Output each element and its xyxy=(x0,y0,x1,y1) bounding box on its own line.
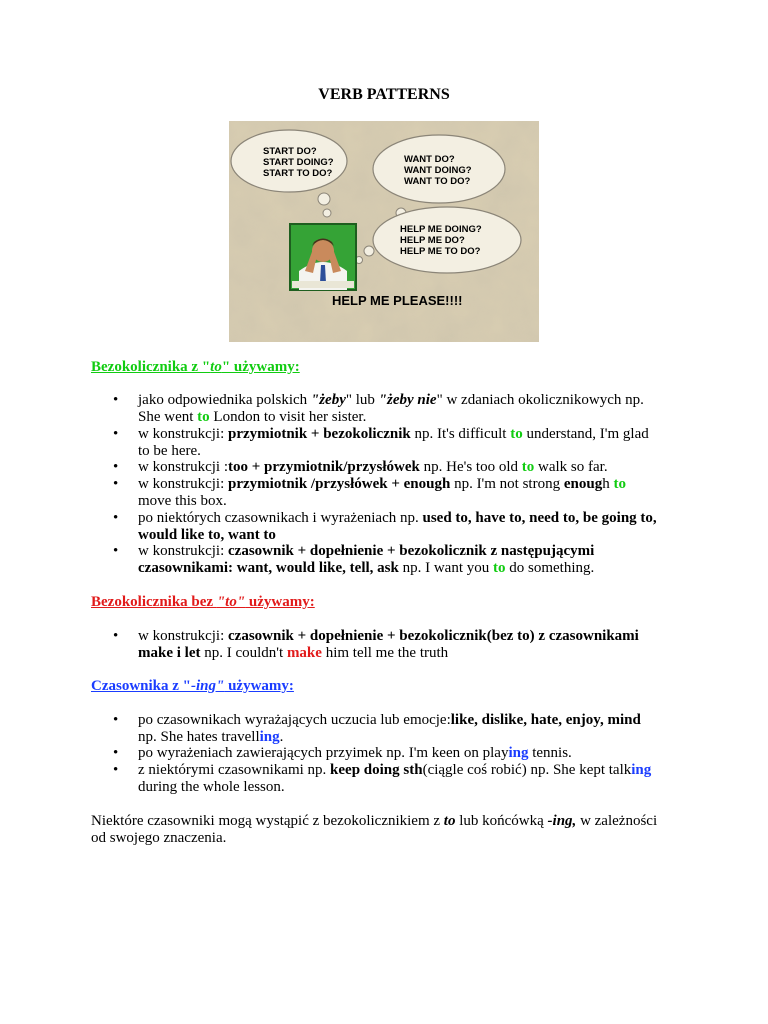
text: w konstrukcji: xyxy=(138,476,228,492)
bullet: • xyxy=(113,712,119,728)
highlight-to: to xyxy=(613,476,626,492)
list-item xyxy=(138,762,683,796)
page-title: VERB PATTERNS xyxy=(318,86,450,103)
text: po czasownikach wyrażających uczucia lub emocje: xyxy=(138,712,451,728)
highlight-to: to xyxy=(521,459,535,475)
text: w konstrukcji: xyxy=(138,426,228,442)
heading-part: to xyxy=(210,359,222,375)
text: lub końcówką xyxy=(455,813,548,829)
help-me-caption: HELP ME PLEASE!!!! xyxy=(332,293,463,308)
text: czasownik + dopełnienie + bezokolicznik(bez to) z czasownikami xyxy=(228,628,639,644)
text: during the whole lesson. xyxy=(138,779,285,795)
bubble3-line-2: HELP ME DO? xyxy=(400,235,465,246)
list-item xyxy=(138,543,683,577)
text: np. I want you xyxy=(398,560,494,576)
text: too + przymiotnik/przysłówek xyxy=(228,459,420,475)
text: " lub xyxy=(345,392,379,408)
bullet: • xyxy=(113,745,119,761)
text: (ciągle coś robić) np. She kept talk xyxy=(422,762,632,778)
list-item xyxy=(138,459,683,476)
bullet: • xyxy=(113,762,119,778)
heading-part: Bezokolicznika bez xyxy=(91,594,217,610)
text: np. It's difficult xyxy=(410,426,511,442)
text: np. She hates travell xyxy=(138,729,260,745)
bullet: • xyxy=(113,628,119,644)
bubble3-line-3: HELP ME TO DO? xyxy=(400,246,481,257)
text: z niektórymi czasownikami np. xyxy=(138,762,331,778)
text: enoug xyxy=(563,476,603,492)
text: w zależności xyxy=(576,813,658,829)
bubble2-line-2: WANT DOING? xyxy=(404,165,472,176)
text: czasownik + dopełnienie + bezokolicznik z następującymi xyxy=(228,543,595,559)
text: w konstrukcji: xyxy=(138,543,228,559)
highlight-to: to xyxy=(510,426,523,442)
text: po niektórych czasownikach i wyrażeniach np. xyxy=(138,510,423,526)
text: "żeby xyxy=(310,392,346,408)
text: w konstrukcji: xyxy=(138,628,228,644)
text: would like to, want to xyxy=(138,527,276,543)
bubble2-line-1: WANT DO? xyxy=(404,154,455,165)
list-item xyxy=(138,392,683,426)
bubble2-line-3: WANT TO DO? xyxy=(404,176,471,187)
text: -ing, xyxy=(547,813,577,829)
heading-part: " używamy: xyxy=(221,359,300,375)
text: walk so far. xyxy=(534,459,608,475)
highlight-ing: ing xyxy=(508,745,529,761)
heading-part: Bezokolicznika z " xyxy=(91,359,211,375)
list-item xyxy=(138,510,683,544)
highlight-to: to xyxy=(493,560,506,576)
text: np. I'm not strong xyxy=(450,476,564,492)
text: do something. xyxy=(505,560,595,576)
bullet: • xyxy=(113,543,119,559)
heading-part: używamy: xyxy=(245,594,315,610)
text: move this box. xyxy=(138,493,227,509)
text: to be here. xyxy=(138,443,201,459)
text: " w zdaniach okolicznikowych np. xyxy=(436,392,644,408)
heading-part: "to" xyxy=(216,594,246,610)
bullet: • xyxy=(113,426,119,442)
bubble1-line-3: START TO DO? xyxy=(263,168,333,179)
text: np. He's too old xyxy=(419,459,522,475)
list-item xyxy=(138,745,683,762)
bullet: • xyxy=(113,459,119,475)
section-heading-gerund xyxy=(91,678,294,695)
section-heading-infinitive-with-to xyxy=(91,359,300,376)
section-heading-infinitive-without-to xyxy=(91,594,315,611)
text: Niektóre czasowniki mogą wystąpić z bezokolicznikiem z xyxy=(91,813,444,829)
bubble3-line-1: HELP ME DOING? xyxy=(400,224,482,235)
highlight-ing: ing xyxy=(631,762,652,778)
bubble1-line-1: START DO? xyxy=(263,146,317,157)
heading-part: -ing" xyxy=(191,678,225,694)
text: h xyxy=(602,476,614,492)
text: "żeby nie xyxy=(378,392,437,408)
text: . xyxy=(279,729,284,745)
list-item xyxy=(138,426,683,460)
list-item xyxy=(138,628,683,662)
list-item xyxy=(138,476,683,510)
text: od swojego znaczenia. xyxy=(91,830,227,846)
text: czasownikami: want, would like, tell, ask xyxy=(138,560,399,576)
bubble1-line-2: START DOING? xyxy=(263,157,334,168)
text: to xyxy=(443,813,456,829)
closing-paragraph xyxy=(91,813,691,847)
bullet: • xyxy=(113,476,119,492)
text: like, dislike, hate, enjoy, mind xyxy=(450,712,641,728)
text: np. I couldn't xyxy=(200,645,287,661)
text: w konstrukcji : xyxy=(138,459,228,475)
text: him tell me the truth xyxy=(321,645,449,661)
stressed-man-picture xyxy=(290,224,356,290)
text: jako odpowiednika polskich xyxy=(138,392,311,408)
highlight-to: to xyxy=(197,409,210,425)
bullet: • xyxy=(113,510,119,526)
text: przymiotnik + bezokolicznik xyxy=(228,426,411,442)
bullet: • xyxy=(113,392,119,408)
text: used to, have to, need to, be going to, xyxy=(422,510,657,526)
heading-part: używamy: xyxy=(224,678,294,694)
text: tennis. xyxy=(528,745,572,761)
list-item xyxy=(138,712,683,746)
heading-part: Czasownika z " xyxy=(91,678,191,694)
text: understand, I'm glad xyxy=(522,426,649,442)
text: She went xyxy=(138,409,198,425)
text: make i let xyxy=(138,645,201,661)
text: London to visit her sister. xyxy=(209,409,367,425)
text: keep doing sth xyxy=(330,762,423,778)
verb-patterns-illustration xyxy=(229,121,539,342)
highlight-ing: ing xyxy=(259,729,280,745)
text: po wyrażeniach zawierających przyimek np. I'm keen on play xyxy=(138,745,509,761)
text: przymiotnik /przysłówek + enough xyxy=(228,476,451,492)
highlight-make: make xyxy=(286,645,322,661)
